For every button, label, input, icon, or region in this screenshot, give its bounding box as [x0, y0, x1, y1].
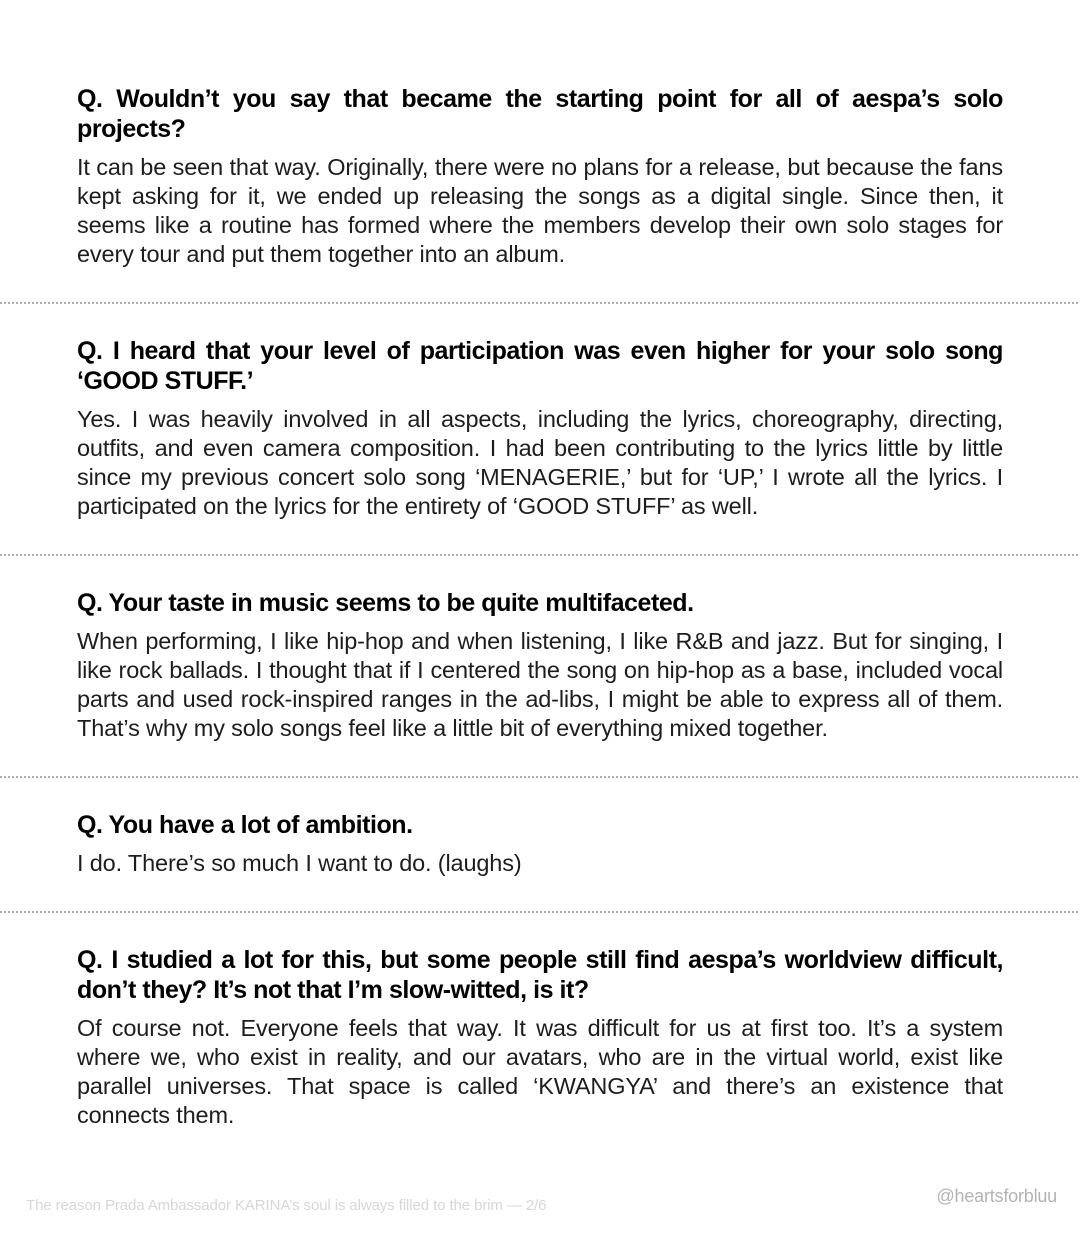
answer-text: Of course not. Everyone feels that way. It was difficult for us at first too. It’s a system where we, who exist in reality, and our avatars, who are in the virtual world, exist like parallel universes. That space is called ‘KWANGYA’ and there’s an existence that connects them.: [77, 1015, 1003, 1128]
qa-section: [77, 945, 1003, 1130]
qa-section: [77, 84, 1003, 269]
answer-text: It can be seen that way. Originally, there were no plans for a release, but because the fans kept asking for it, we ended up releasing the songs as a digital single. Since then, it seems like a routine has formed where the members develop their own solo stages for every tour and put them together into an album.: [77, 154, 1003, 267]
question-text: Q. You have a lot of ambition.: [77, 811, 413, 839]
question-text: Q. Your taste in music seems to be quite multifaceted.: [77, 589, 694, 617]
section-divider: [0, 776, 1080, 778]
footer-handle: @heartsforbluu: [936, 1186, 1057, 1206]
footer-caption: The reason Prada Ambassador KARINA’s soul is always filled to the brim — 2/6: [26, 1197, 547, 1214]
qa-section: [77, 336, 1003, 521]
qa-section: [77, 810, 1003, 878]
answer-text: When performing, I like hip-hop and when listening, I like R&B and jazz. But for singing, I like rock ballads. I thought that if I centered the song on hip-hop as a base, included vocal parts and used rock-inspired ranges in the ad-libs, I might be able to express all of them. That’s why my solo songs feel like a little bit of everything mixed together.: [77, 628, 1003, 741]
section-divider: [0, 554, 1080, 556]
answer-text: Yes. I was heavily involved in all aspects, including the lyrics, choreography, directing, outfits, and even camera composition. I had been contributing to the lyrics little by little since my previous concert solo song ‘MENAGERIE,’ but for ‘UP,’ I wrote all the lyrics. I participated on the lyrics for the entirety of ‘GOOD STUFF’ as well.: [77, 406, 1003, 519]
question-text: Q. I heard that your level of participation was even higher for your solo song ‘GOOD STUFF.’: [77, 337, 1003, 395]
answer-text: I do. There’s so much I want to do. (laughs): [77, 850, 522, 876]
section-divider: [0, 911, 1080, 913]
section-divider: [0, 302, 1080, 304]
question-text: Q. I studied a lot for this, but some people still find aespa’s worldview difficult, don’t they? It’s not that I’m slow-witted, is it?: [77, 946, 1003, 1004]
question-text: Q. Wouldn’t you say that became the starting point for all of aespa’s solo projects?: [77, 85, 1003, 143]
qa-section: [77, 588, 1003, 743]
